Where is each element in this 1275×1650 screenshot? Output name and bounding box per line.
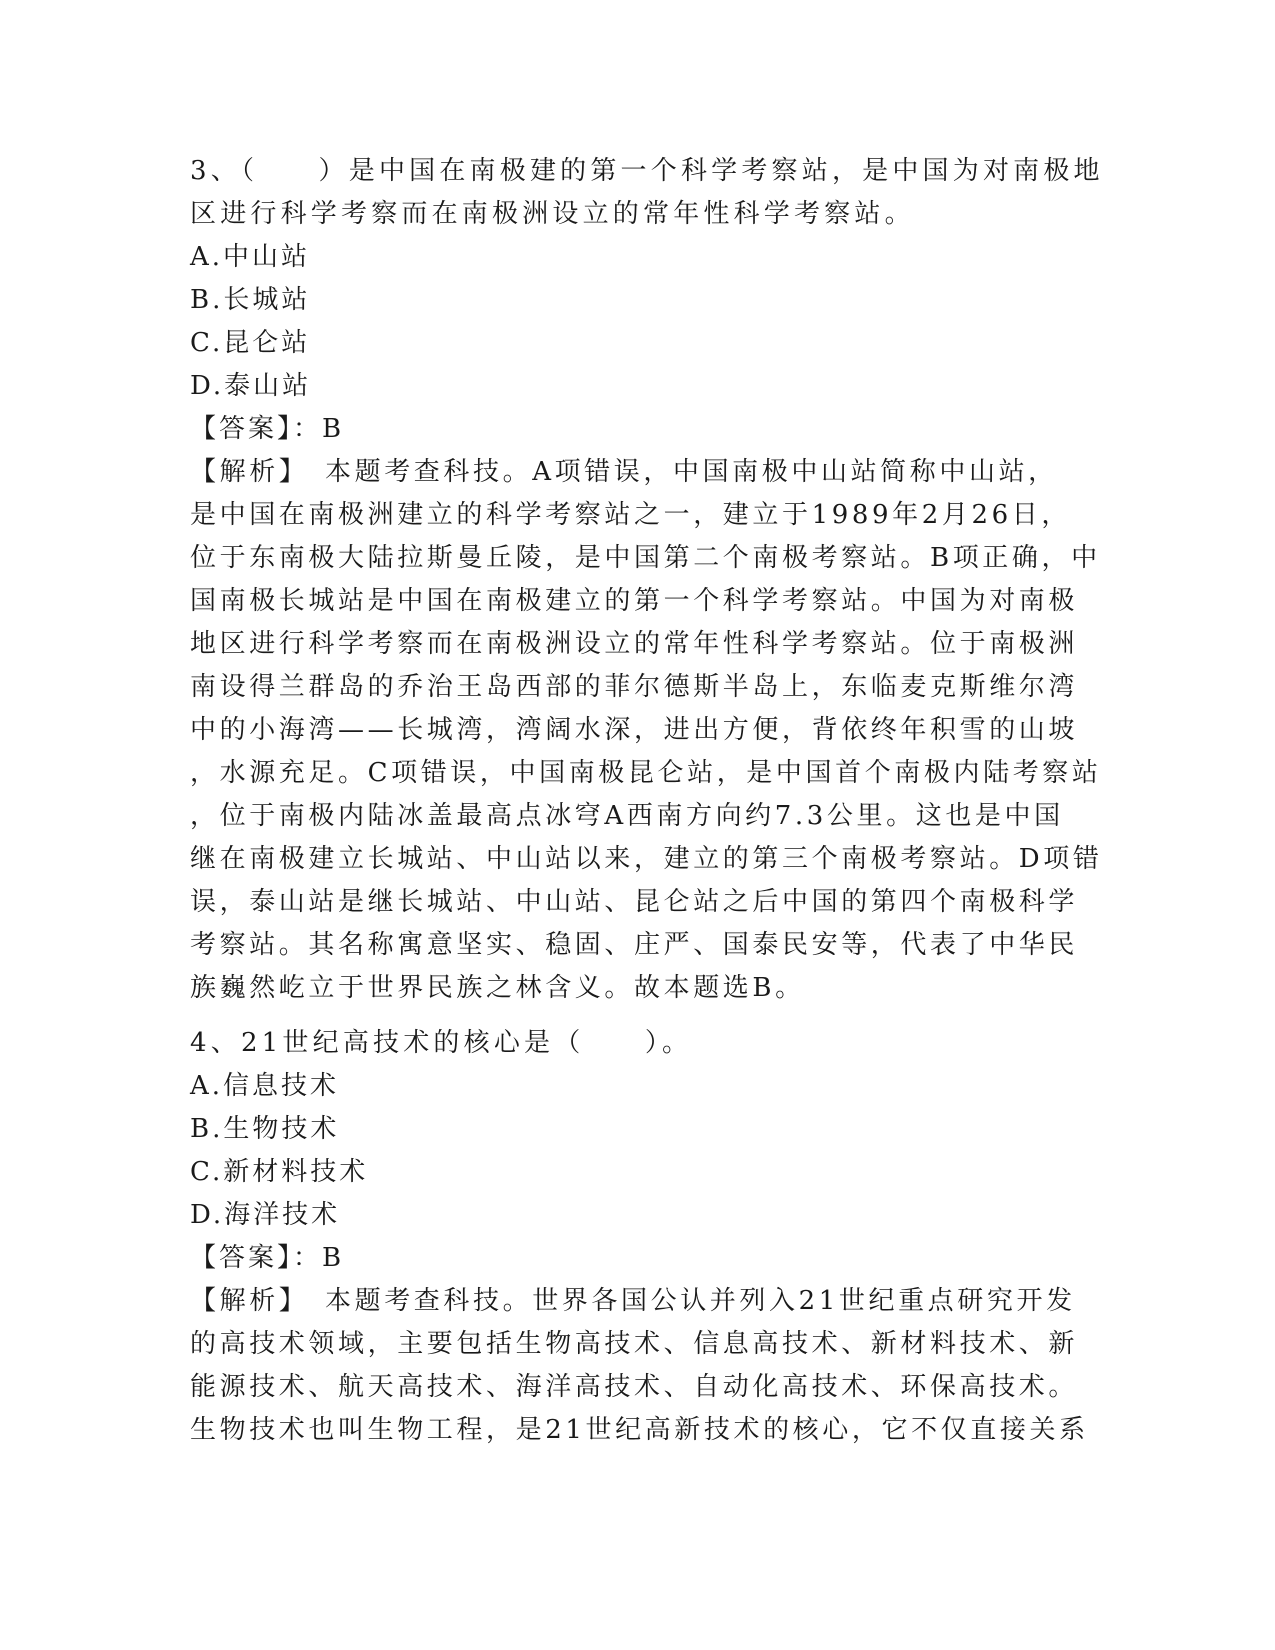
option-b: B.生物技术 bbox=[190, 1114, 340, 1144]
question-3 bbox=[190, 150, 1104, 1010]
explanation-line: ，位于南极内陆冰盖最高点冰穹A西南方向约7.3公里。这也是中国 bbox=[190, 801, 1064, 831]
explanation-line: 中的小海湾——长城湾，湾阔水深，进出方便，背依终年积雪的山坡 bbox=[190, 715, 1079, 745]
option-a: A.中山站 bbox=[190, 242, 311, 272]
explanation-line: 【解析】 本题考查科技。世界各国公认并列入21世纪重点研究开发 bbox=[190, 1286, 1076, 1316]
explanation-line: 国南极长城站是中国在南极建立的第一个科学考察站。中国为对南极 bbox=[190, 586, 1079, 616]
option-d: D.海洋技术 bbox=[190, 1200, 341, 1230]
option-a: A.信息技术 bbox=[190, 1071, 340, 1101]
explanation-line: 南设得兰群岛的乔治王岛西部的菲尔德斯半岛上，东临麦克斯维尔湾 bbox=[190, 672, 1079, 702]
explanation-line: 误，泰山站是继长城站、中山站、昆仑站之后中国的第四个南极科学 bbox=[190, 887, 1079, 917]
option-d: D.泰山站 bbox=[190, 371, 312, 401]
answer-line: 【答案】：B bbox=[190, 414, 345, 444]
question-stem-line: 区进行科学考察而在南极洲设立的常年性科学考察站。 bbox=[190, 199, 915, 229]
explanation-line: 是中国在南极洲建立的科学考察站之一，建立于1989年2月26日， bbox=[190, 500, 1071, 530]
answer-line: 【答案】：B bbox=[190, 1243, 345, 1273]
explanation-line: 考察站。其名称寓意坚实、稳固、庄严、国泰民安等，代表了中华民 bbox=[190, 930, 1079, 960]
option-c: C.昆仑站 bbox=[190, 328, 311, 358]
explanation-line: 【解析】 本题考查科技。A项错误，中国南极中山站简称中山站， bbox=[190, 457, 1058, 487]
option-b: B.长城站 bbox=[190, 285, 311, 315]
explanation-line: 地区进行科学考察而在南极洲设立的常年性科学考察站。位于南极洲 bbox=[190, 629, 1079, 659]
explanation-line: ，水源充足。C项错误，中国南极昆仑站，是中国首个南极内陆考察站 bbox=[190, 758, 1102, 788]
question-stem-line: 3、（ ）是中国在南极建的第一个科学考察站，是中国为对南极地 bbox=[190, 156, 1104, 186]
explanation-line: 族巍然屹立于世界民族之林含义。故本题选B。 bbox=[190, 973, 805, 1003]
option-c: C.新材料技术 bbox=[190, 1157, 369, 1187]
explanation-line: 生物技术也叫生物工程，是21世纪高新技术的核心，它不仅直接关系 bbox=[190, 1415, 1089, 1445]
question-stem-line: 4、21世纪高技术的核心是（ ）。 bbox=[190, 1028, 693, 1058]
explanation-line: 继在南极建立长城站、中山站以来，建立的第三个南极考察站。D项错 bbox=[190, 844, 1103, 874]
explanation-line: 位于东南极大陆拉斯曼丘陵，是中国第二个南极考察站。B项正确，中 bbox=[190, 543, 1101, 573]
explanation-line: 能源技术、航天高技术、海洋高技术、自动化高技术、环保高技术。 bbox=[190, 1372, 1079, 1402]
question-4 bbox=[190, 1022, 1089, 1452]
explanation-line: 的高技术领域，主要包括生物高技术、信息高技术、新材料技术、新 bbox=[190, 1329, 1079, 1359]
